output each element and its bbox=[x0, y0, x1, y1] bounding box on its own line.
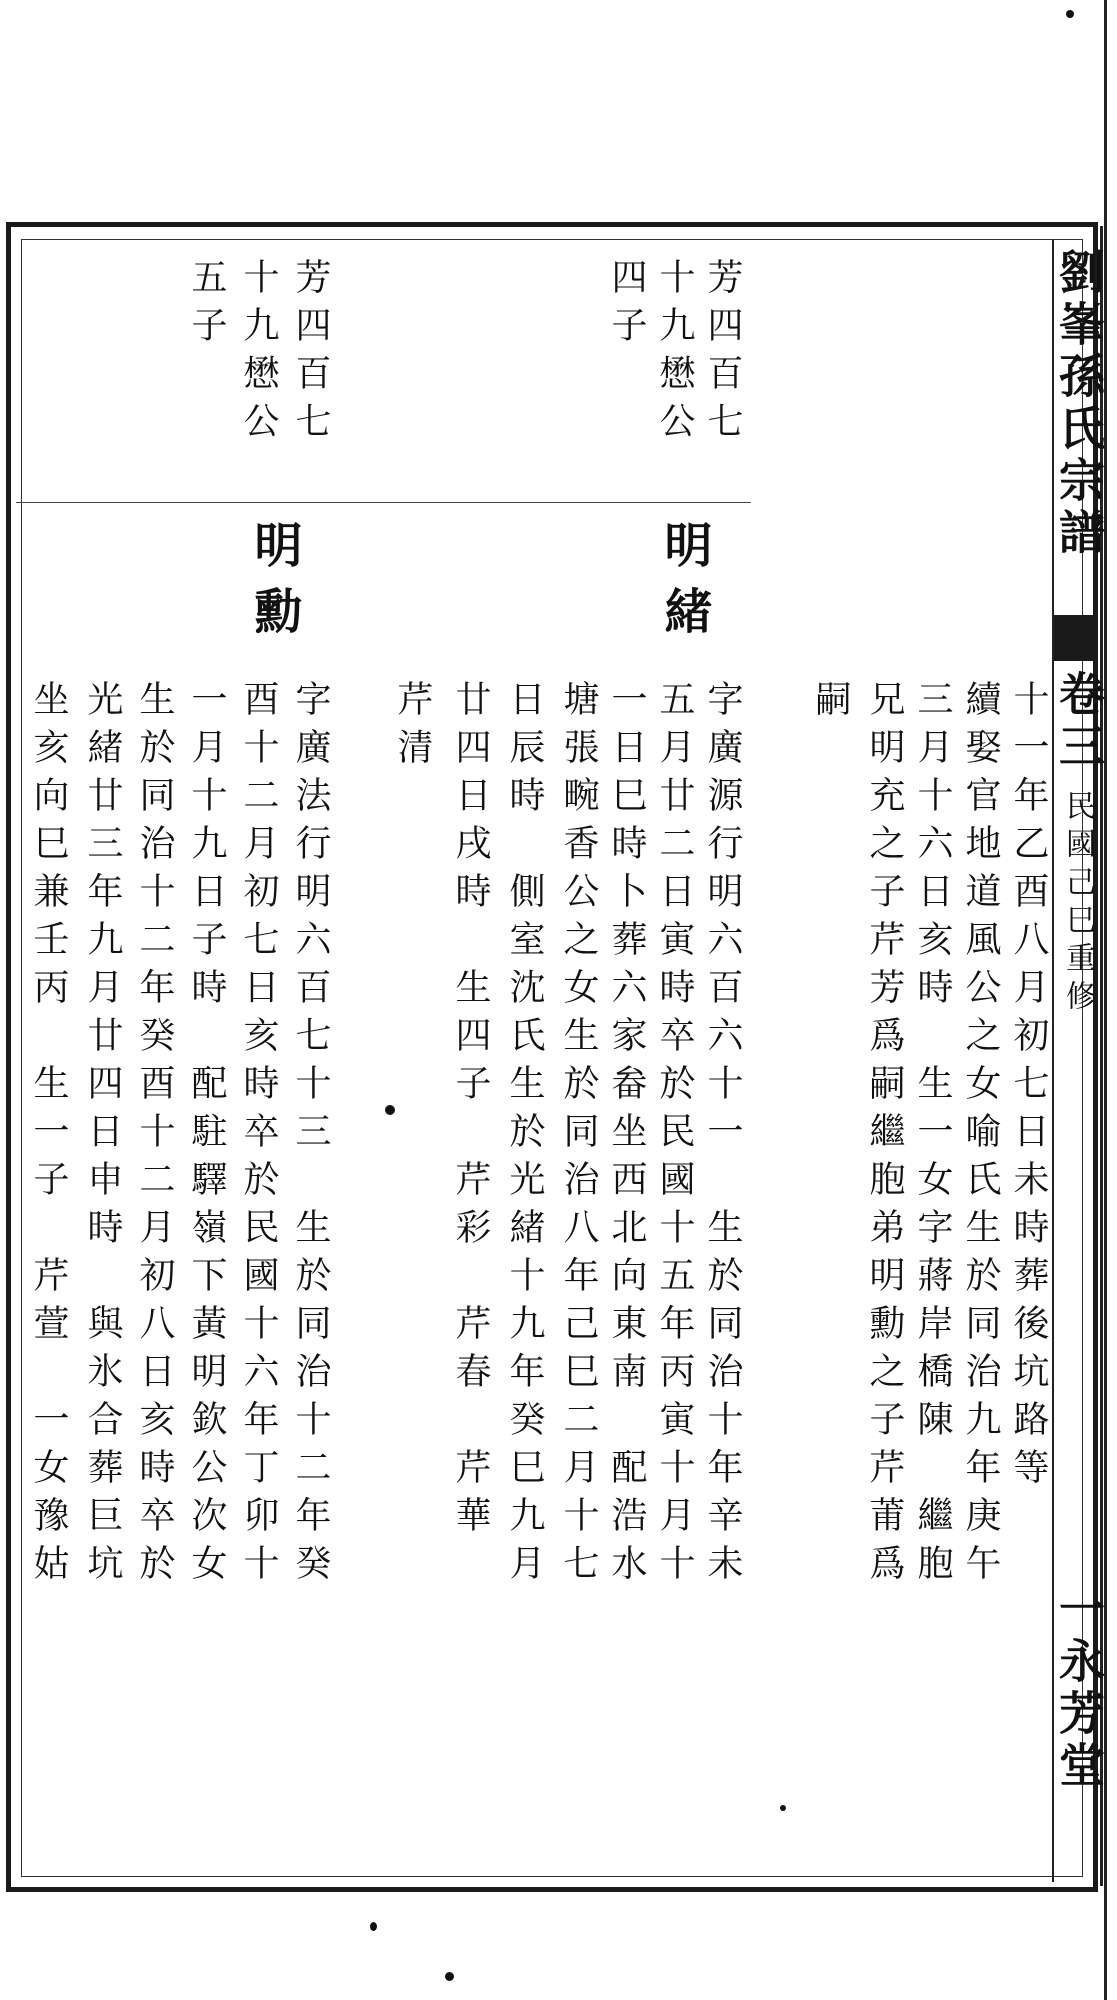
ink-speck bbox=[445, 1972, 454, 1981]
prev-entry-line-5: 嗣 bbox=[810, 680, 851, 728]
prev-entry-line-2: 續娶官地道風公之女喻氏生於同治九年庚午 bbox=[960, 680, 1001, 1592]
lineage-divider bbox=[16, 502, 751, 503]
minghui-text-2: 五月廿二日寅時卒於民國十五年丙寅十月十 bbox=[654, 680, 695, 1592]
minghun-text-4: 生於同治十二年癸酉十二月初八日亥時卒於 bbox=[134, 680, 175, 1592]
minghun-text-2: 酉十二月初七日亥時卒於民國十六年丁卯十 bbox=[238, 680, 279, 1592]
minghui-text-5: 日辰時 側室沈氏生於光緒十九年癸巳九月 bbox=[504, 680, 545, 1592]
ink-speck bbox=[385, 1105, 395, 1115]
minghun-text-1: 字廣法行明六百七十三 生於同治十二年癸 bbox=[290, 680, 331, 1592]
minghui-text-7: 芹清 bbox=[392, 680, 433, 776]
ink-speck bbox=[370, 1922, 377, 1931]
minghun-lineage-3: 五子 bbox=[186, 258, 227, 354]
book-title: 劉峯孫氏宗譜 bbox=[1052, 248, 1106, 560]
ink-speck bbox=[780, 1805, 786, 1811]
minghui-lineage-2: 十九懋公 bbox=[654, 258, 695, 450]
volume-label: 卷三 bbox=[1052, 670, 1106, 774]
minghun-text-3: 一月十九日子時 配駐驛嶺下黃明欽公次女 bbox=[186, 680, 227, 1592]
minghui-lineage-1: 芳四百七 bbox=[702, 258, 743, 450]
minghui-text-4: 塘張畹香公之女生於同治八年己巳二月十七 bbox=[558, 680, 599, 1592]
minghun-name: 明勳 bbox=[246, 520, 302, 652]
minghun-lineage-1: 芳四百七 bbox=[290, 258, 331, 450]
volume-block bbox=[1054, 615, 1098, 661]
prev-entry-line-3: 三月十六日亥時 生一女字蔣岸橋陳 繼胞 bbox=[912, 680, 953, 1592]
minghun-text-6: 坐亥向巳兼壬丙 生一子 芹萱 一女豫姑 bbox=[28, 680, 69, 1592]
edition-label: 民國己巳重修 bbox=[1060, 790, 1095, 1018]
minghun-text-5: 光緒廿三年九月廿四日申時 與氷合葬巨坑 bbox=[82, 680, 123, 1592]
prev-entry-line-1: 十一年乙酉八月初七日未時葬後坑路等 bbox=[1008, 680, 1049, 1496]
ink-speck bbox=[1066, 10, 1074, 18]
minghun-lineage-2: 十九懋公 bbox=[238, 258, 279, 450]
minghui-text-6: 廿四日戌時 生四子 芹彩 芹春 芹華 bbox=[450, 680, 491, 1544]
prev-entry-line-4: 兄明充之子芹芳爲嗣繼胞弟明勳之子芹莆爲 bbox=[864, 680, 905, 1592]
minghui-text-1: 字廣源行明六百六十一 生於同治十年辛未 bbox=[702, 680, 743, 1592]
minghui-text-3: 一日巳時卜葬六家畚坐西北向東南 配浩水 bbox=[606, 680, 647, 1592]
minghui-name: 明緒 bbox=[656, 520, 712, 652]
hall-label: 一永芳堂 bbox=[1052, 1585, 1106, 1793]
minghui-lineage-3: 四子 bbox=[606, 258, 647, 354]
